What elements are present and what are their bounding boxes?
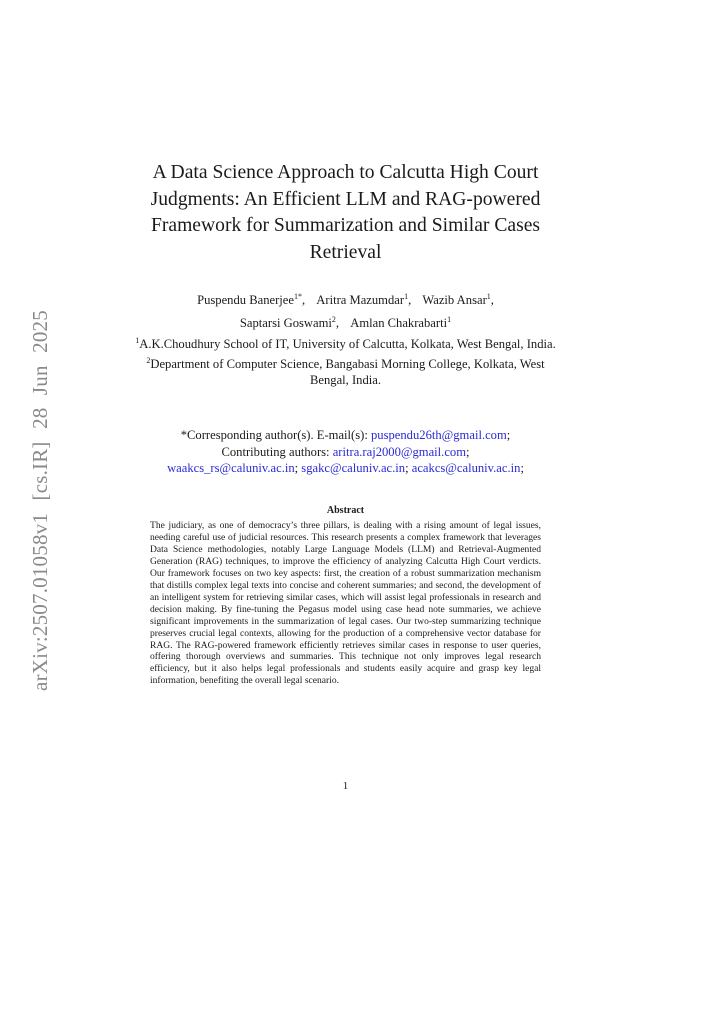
author: Aritra Mazumdar$^1$, [316, 292, 412, 307]
page-number: 1 [342, 780, 349, 792]
author-affiliation-mark: 2 [331, 315, 336, 324]
author: Puspendu Banerjee$^{1*}$, [197, 292, 306, 307]
author-name: Aritra Mazumdar [316, 293, 405, 307]
title-line: A Data Science Approach to Calcutta High Court [152, 162, 539, 183]
contact-block [130, 427, 561, 477]
author [350, 316, 451, 330]
paper-title [130, 160, 561, 266]
author-affiliation-mark: 1 [404, 292, 409, 301]
corresponding-label: *Corresponding author(s). E-mail(s): [180, 428, 368, 442]
abstract-heading: Abstract [326, 505, 365, 516]
contributing-label: Contributing authors: [221, 444, 330, 459]
author-list [130, 287, 561, 333]
contributing-email-link[interactable]: acakcs@caluniv.ac.in [411, 461, 521, 475]
affiliation-text: A.K.Choudhury School of IT, University of Calcutta, Kolkata, West Bengal, India. [139, 337, 556, 351]
abstract-text: The judiciary, as one of democracy’s three pillars, is dealing with a rising amount of legal issues, needing careful use of judicial resources. This research presents a complex framework that leverages Data Science methodologies, notably Large Language Models (LLM) and Retrieval-Augmented Generation (RAG) techniques, to improve the efficiency of analyzing Calcutta High Court verdicts. Our framework focuses on two key aspects: first, the creation of a robust summarization mechanism that distills complex legal texts into concise and coherent summaries; and second, the development of an intelligent system for retrieving similar cases, which will assist legal professionals in research and decision making. By fine-tuning the Pegasus model using case head note summaries, we achieve significant improvements in the summarization of legal cases. Our two-step summarizing technique preserves crucial legal contexts, allowing for the production of a comprehensive vector database for RAG. The RAG-powered framework efficiently retrieves similar cases in response to user queries, offering thorough overviews and summaries. This technique not only improves legal research efficiency, but it also helps legal professionals and students easily acquire and grasp key legal information, benefiting the overall legal scenario. [150, 520, 541, 687]
author-name: Amlan Chakrabarti [350, 316, 448, 330]
author-line [130, 310, 561, 333]
author-line [130, 287, 561, 310]
affiliation-mark: 1 [135, 336, 140, 345]
author: Saptarsi Goswami$^2$, [239, 315, 340, 330]
contributing-line: waakcs_rs@caluniv.ac.in; sgakc@caluniv.ac.in; acakcs@caluniv.ac.in; [167, 461, 524, 475]
arxiv-identifier [25, 305, 55, 695]
title-line: Retrieval [309, 241, 382, 263]
title-line: Judgments: An Efficient LLM and RAG-powered [150, 188, 541, 210]
affiliation-mark: 2 [146, 355, 151, 365]
contributing-email-link[interactable]: waakcs_rs@caluniv.ac.in [167, 461, 295, 475]
author-affiliation-mark: 1 [486, 292, 491, 301]
affiliation-text: Department of Computer Science, Bangabasi Morning College, Kolkata, West Bengal, India. [150, 356, 545, 387]
contributing-line: Contributing authors: aritra.raj2000@gmail.com; [221, 444, 470, 459]
affiliation [130, 333, 561, 353]
author-name: Puspendu Banerjee [197, 293, 294, 307]
contributing-email-link[interactable]: sgakc@caluniv.ac.in [301, 461, 406, 475]
corresponding-line: *Corresponding author(s). E-mail(s): puspendu26th@gmail.com; [180, 428, 511, 442]
contributing-email-link[interactable]: aritra.raj2000@gmail.com [332, 444, 467, 459]
author-affiliation-mark: 1 [447, 315, 452, 324]
corresponding-email-link[interactable]: puspendu26th@gmail.com [371, 428, 507, 442]
author-name: Saptarsi Goswami [239, 316, 332, 330]
arxiv-id-text: arXiv:2507.01058v1 [cs.IR] 28 Jun 2025 [27, 309, 52, 691]
author-affiliation-mark: 1* [293, 292, 302, 301]
affiliation [130, 353, 561, 389]
author-name: Wazib Ansar [422, 293, 487, 307]
title-line: Framework for Summarization and Similar Cases [150, 215, 541, 236]
affiliations [130, 333, 561, 389]
author: Wazib Ansar$^1$, [422, 292, 494, 307]
